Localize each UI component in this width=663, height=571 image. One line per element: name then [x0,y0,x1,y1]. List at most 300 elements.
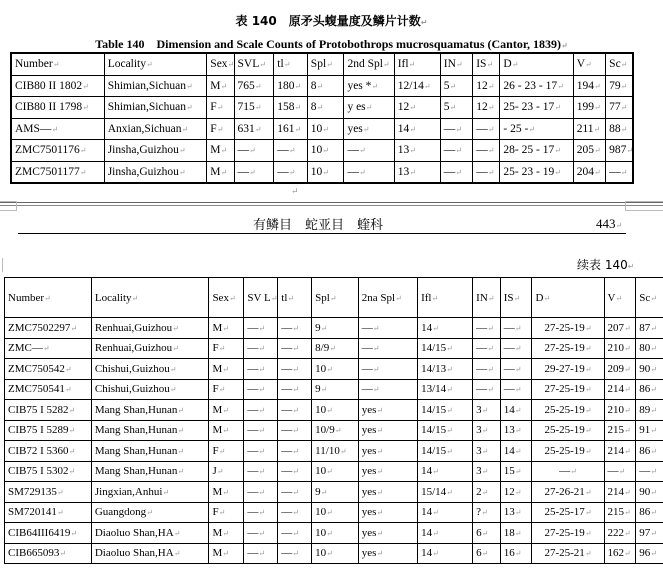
table-cell [5,523,92,544]
cell-value: 86 [639,383,651,396]
header-cell [307,53,344,75]
table-cell [636,400,663,421]
cell-value: 14 [397,122,410,135]
table-cell [573,97,605,119]
header-label: SVL [237,58,260,71]
cell-value: CIB665093 [8,547,60,560]
table-cell [604,482,636,503]
cell-value: — [476,321,488,334]
cell-value: — [281,342,293,355]
table-cell [473,523,501,544]
cell-value: 10 [315,403,327,416]
table-cell [358,543,417,564]
table-cell [344,161,394,183]
table-cell [500,161,573,183]
table-cell [104,75,207,97]
header-label: tl [277,58,284,71]
cell-value: CIB80 II 1802 [15,79,83,92]
cell-value: Guangdong [94,506,147,519]
cell-value: 14 [503,403,515,416]
cell-value: 15/14 [421,485,447,498]
table-cell [11,161,104,183]
table-cell [11,97,104,119]
cell-value: ZMC— [8,342,43,355]
table-cell [104,161,207,183]
table-cell [358,420,417,441]
header-label: Sex [210,58,228,71]
cell-value: 27-25-19 [544,383,585,396]
table-cell [344,97,394,119]
table-cell [473,482,501,503]
table-cell [473,338,501,359]
cell-value: — [503,321,515,334]
measurement-table-1 [10,52,634,184]
paragraph-mark: ↵ [291,186,299,196]
table-cell [244,502,278,523]
table-cell [5,482,92,503]
table-cell [91,461,209,482]
cell-value: — [476,144,488,157]
cell-value: — [347,144,359,157]
header-cell [274,53,308,75]
cell-value: 13 [397,144,410,157]
table-cell [418,420,473,441]
header-cell [209,278,244,318]
cell-value: 27-25-19 [544,526,585,539]
cell-value: 25-25-17 [544,506,585,519]
cell-value: M [212,526,223,539]
cell-value: 214 [607,444,625,457]
cell-value: 9 [315,485,321,498]
cell-value: — [281,403,293,416]
table-cell [209,482,244,503]
table-row [5,523,663,544]
table-cell [604,420,636,441]
table-cell [473,441,501,462]
table-cell [307,140,344,162]
cell-value: Mang Shan,Hunan [94,465,178,478]
table-cell [91,482,209,503]
table-cell [418,543,473,564]
cell-value: — [237,165,250,178]
table-cell [358,461,417,482]
table-cell [636,482,663,503]
table-cell [500,379,532,400]
table-cell [500,420,532,441]
cell-value: 18 [503,526,515,539]
cell-value: 16 [503,547,515,560]
cell-value: — [347,165,359,178]
cell-value: 27-25-21 [544,547,585,560]
cell-value: — [247,444,259,457]
header-label: Ifl [421,291,432,304]
table-cell [11,75,104,97]
header-rule [18,233,626,234]
cell-value: 6 [476,526,482,539]
cell-value: — [247,485,259,498]
table-cell [307,118,344,140]
table-cell [91,318,209,339]
cell-value: 14 [421,547,433,560]
table-cell [278,420,312,441]
cell-value: — [443,165,456,178]
table-cell [278,379,312,400]
cell-value: 25-25-19 [544,424,585,437]
table-cell [312,441,359,462]
table-cell [274,75,308,97]
table-cell [636,502,663,523]
table-cell [604,359,636,380]
header-cell [244,278,278,318]
cell-value: 10/9 [315,424,335,437]
header-cell [234,53,274,75]
table-cell [500,543,532,564]
cell-value: 6 [476,547,482,560]
cell-value: 214 [607,383,625,396]
table-cell [207,161,234,183]
table-cell [5,441,92,462]
cell-value: ZMC750542 [8,362,65,375]
table-cell [500,482,532,503]
table-cell [312,461,359,482]
table-cell [532,502,604,523]
header-cell [606,53,633,75]
table-cell [244,523,278,544]
table-cell [358,318,417,339]
table-cell [209,338,244,359]
cell-value: Chishui,Guizhou [94,362,170,375]
cell-value: 89 [639,403,651,416]
cell-value: CIB75 I 5302 [8,465,69,478]
cell-value: 86 [639,506,651,519]
cell-value: 25- 23 - 17 [503,101,555,114]
table-cell [636,543,663,564]
table-cell [312,400,359,421]
cell-value: yes [361,526,377,539]
cell-value: M [212,485,223,498]
table-cell [394,118,440,140]
table-cell [234,75,274,97]
cell-value: 10 [310,122,323,135]
table-cell [418,318,473,339]
cell-value: — [476,362,488,375]
cell-value: F [212,342,219,355]
table-cell [604,338,636,359]
table-cell [573,161,605,183]
cell-value: 161 [277,122,295,135]
table-cell [394,97,440,119]
table-row [11,97,633,119]
cell-value: — [247,383,259,396]
header-label: V [607,291,616,304]
table-cell [209,359,244,380]
table-cell [307,161,344,183]
table-row [5,543,663,564]
table-cell [244,441,278,462]
cell-value: yes [361,444,377,457]
header-label: Locality [94,291,132,304]
cell-value: 8/9 [315,342,330,355]
table-cell [418,359,473,380]
cell-value: 97 [639,526,651,539]
table-cell [473,461,501,482]
header-cell [473,53,500,75]
cell-value: 90 [639,485,651,498]
header-label: D [535,291,544,304]
table-cell [500,97,573,119]
header-cell [500,278,532,318]
cell-value: yes [361,424,377,437]
cell-value: 194 [576,79,594,92]
cell-value: 631 [237,122,255,135]
cell-value: ZMC7501177 [15,165,80,178]
header-cell [344,53,394,75]
header-cell [104,53,207,75]
table-cell [91,523,209,544]
table-cell [274,140,308,162]
table-row [11,161,633,183]
table-cell [573,140,605,162]
table-cell [358,482,417,503]
table-cell [418,523,473,544]
cell-value: — [607,465,619,478]
table-cell [234,97,274,119]
cell-value: 215 [607,424,625,437]
cell-value: 5 [443,79,450,92]
cell-value: ZMC750541 [8,383,65,396]
table-cell [104,140,207,162]
cell-value: 27-25-19 [544,321,585,334]
cell-value: — [281,485,293,498]
table-cell [440,118,472,140]
cell-value: 10 [310,165,323,178]
cell-value: 8 [310,79,317,92]
cell-value: M [212,362,223,375]
cell-value: 2 [476,485,482,498]
table-cell [473,379,501,400]
cell-value: 10 [315,526,327,539]
cell-value: 222 [607,526,625,539]
header-cell [604,278,636,318]
table-cell [473,502,501,523]
table-cell [604,523,636,544]
cell-value: 12/14 [397,79,424,92]
cell-value: — [609,165,621,178]
cell-value: 158 [277,101,295,114]
table-cell [573,75,605,97]
page-number: 443 ↵ [596,216,622,232]
header-label: Spl [315,291,330,304]
table-cell [473,318,501,339]
header-label: 2na Spl [361,291,396,304]
cell-value: - 25 - [503,122,529,135]
table-cell [234,161,274,183]
table-cell [11,140,104,162]
table-header-row [5,278,663,318]
page-corner-right [625,201,663,211]
cell-value: ZMC7501176 [15,144,80,157]
header-label: Number [15,58,53,71]
table-cell [473,420,501,441]
cell-value: Shimian,Sichuan [107,101,186,114]
cell-value: 209 [607,362,625,375]
table-cell [532,543,604,564]
header-label: IN [476,291,488,304]
table-cell [278,543,312,564]
cell-value: CIB72 I 5360 [8,444,69,457]
table-cell [209,400,244,421]
cell-value: 14 [421,465,433,478]
cell-value: 10 [310,144,323,157]
table-cell [91,441,209,462]
table-cell [606,75,633,97]
cell-value: — [361,342,373,355]
table-row [5,420,663,441]
cell-value: — [281,424,293,437]
cell-value: 10 [315,506,327,519]
table-cell [104,118,207,140]
cell-value: 28- 25 - 17 [503,144,555,157]
header-cell [207,53,234,75]
cell-value: yes [361,547,377,560]
table-cell [5,502,92,523]
table-row [5,441,663,462]
cell-value: Renhuai,Guizhou [94,342,173,355]
table-cell [209,318,244,339]
cell-value: 14 [503,444,515,457]
cell-value: SM720141 [8,506,57,519]
table-cell [636,523,663,544]
cell-value: 25-25-19 [544,444,585,457]
table-cell [274,161,308,183]
table-cell [532,338,604,359]
table-cell [604,441,636,462]
cell-value: M [210,144,221,157]
measurement-table-2 [4,277,663,564]
header-label: IS [503,291,514,304]
cell-value: — [247,506,259,519]
cell-value: y es [347,101,366,114]
table-cell [418,379,473,400]
cell-value: 207 [607,321,625,334]
cell-value: — [559,465,571,478]
cell-value: — [247,547,259,560]
cell-value: — [281,444,293,457]
cell-value: yes * [347,79,372,92]
cell-value: 29-27-19 [544,362,585,375]
header-label: Sc [609,58,621,71]
cell-value: 9 [315,383,321,396]
cell-value: Mang Shan,Hunan [94,444,178,457]
cell-value: 79 [609,79,621,92]
cell-value: F [210,101,217,114]
table-title-chinese: 表 140 原矛头蝮量度及鳞片计数 ↵ [0,12,663,29]
table-cell [234,118,274,140]
table-cell [636,338,663,359]
header-cell [440,53,472,75]
cell-value: 715 [237,101,255,114]
cell-value: 199 [576,101,594,114]
table-cell [358,338,417,359]
cell-value: — [361,362,373,375]
cell-value: CIB75 I 5289 [8,424,69,437]
cell-value: 3 [476,444,482,457]
table-cell [500,400,532,421]
table-row [11,118,633,140]
cell-value: 13 [397,165,410,178]
table-cell [500,338,532,359]
cell-value: Jinsha,Guizhou [107,144,179,157]
table-row [5,338,663,359]
cell-value: M [212,547,223,560]
header-label: Sex [212,291,229,304]
cell-value: 86 [639,444,651,457]
table-cell [473,97,500,119]
table-cell [278,482,312,503]
cell-value: — [247,526,259,539]
table-cell [604,400,636,421]
cell-value: yes [361,403,377,416]
table-cell [344,75,394,97]
cell-value: 90 [639,362,651,375]
cell-value: Mang Shan,Hunan [94,403,178,416]
cell-value: 13/14 [421,383,447,396]
cell-value: AMS— [15,122,52,135]
table-cell [500,318,532,339]
cell-value: 214 [607,485,625,498]
cell-value: 162 [607,547,625,560]
table-cell [418,338,473,359]
cell-value: SM729135 [8,485,57,498]
table-cell [394,75,440,97]
table-cell [636,359,663,380]
header-cell [532,278,604,318]
table-cell [307,75,344,97]
table-cell [5,338,92,359]
continued-label: 续表 140 ↵ [577,256,634,273]
cell-value: 11/10 [315,444,340,457]
table-cell [532,523,604,544]
table-cell [606,118,633,140]
header-label: Ifl [397,58,409,71]
cell-value: M [212,424,223,437]
table-cell [473,75,500,97]
table-cell [473,543,501,564]
table-cell [209,543,244,564]
table-cell [312,318,359,339]
table-cell [532,318,604,339]
header-label: IS [476,58,487,71]
page-break [0,202,663,206]
header-cell [394,53,440,75]
cell-value: 215 [607,506,625,519]
table-cell [207,75,234,97]
table-cell [418,502,473,523]
table-cell [278,318,312,339]
header-cell [11,53,104,75]
cell-value: — [247,321,259,334]
table-cell [500,523,532,544]
table-cell [500,118,573,140]
table-cell [5,359,92,380]
cell-value: 14 [421,526,433,539]
table-cell [91,543,209,564]
cell-value: ZMC7502297 [8,321,71,334]
table-row [11,75,633,97]
cell-value: — [281,362,293,375]
cell-value: 77 [609,101,621,114]
table-cell [418,482,473,503]
